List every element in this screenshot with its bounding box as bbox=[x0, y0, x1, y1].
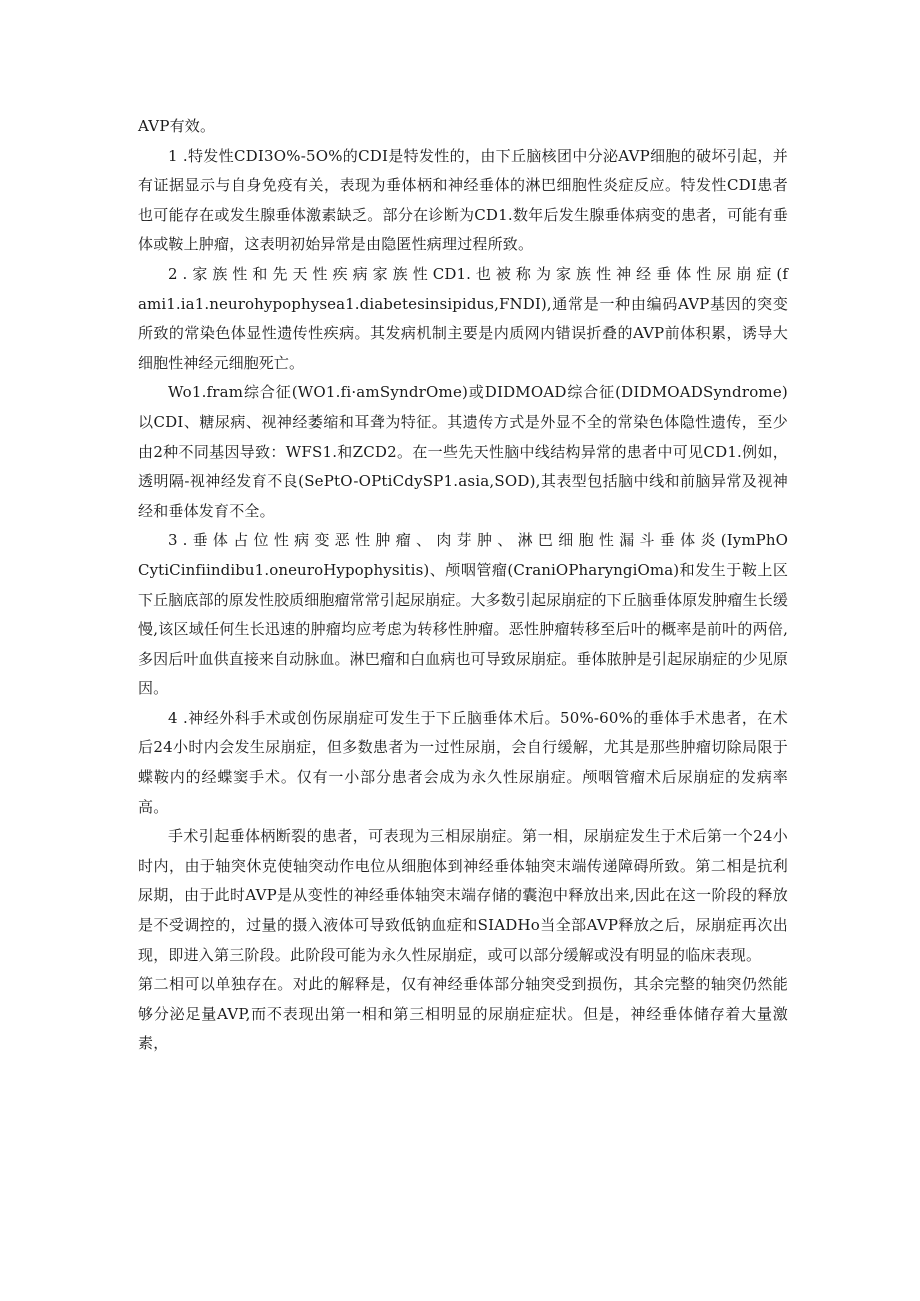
paragraph-wolfram-syndrome: Wo1.fram综合征(WO1.fi·amSyndrOme)或DIDMOAD综合征(DIDMOADSyndrome)以CDI、糖尿病、视神经萎缩和耳聋为特征。其遗传方式是外显不全的常染色体隐性遗传，至少由2种不同基因导致：WFS1.和ZCD2。在一些先天性脑中线结构异常的患者中可见CD1.例如，透明隔-视神经发育不良(SePtO-OPtiCdySP1.asia,SOD),其表型包括脑中线和前脑异常及视神经和垂体发育不全。 bbox=[138, 383, 788, 520]
paragraph-second-phase: 第二相可以单独存在。对此的解释是，仅有神经垂体部分轴突受到损伤，其余完整的轴突仍然能够分泌足量AVP,而不表现出第一相和第三相明显的尿崩症症状。但是，神经垂体储存着大量激素， bbox=[138, 975, 788, 1053]
paragraph-neurosurgery-trauma: 4 .神经外科手术或创伤尿崩症可发生于下丘脑垂体术后。50%-60%的垂体手术患者，在术后24小时内会发生尿崩症，但多数患者为一过性尿崩，会自行缓解，尤其是那些肿瘤切除局限于蝶鞍内的经蝶窦手术。仅有一小部分患者会成为永久性尿崩症。颅咽管瘤术后尿崩症的发病率高。 bbox=[138, 708, 788, 816]
paragraph-pituitary-lesions: 3 . 垂 体 占 位 性 病 变 恶 性 肿 瘤 、 肉 芽 肿 、 淋 巴 细 胞 性 漏 斗 垂 体 炎 (IymPhOCytiCinfiindibu1.oneuroHypophysitis)、颅咽管瘤(CraniOPharyngiOma)和发生于鞍上区下丘脑底部的原发性胶质细胞瘤常常引起尿崩症。大多数引起尿崩症的下丘脑垂体原发肿瘤生长缓慢,该区域任何生长迅速的肿瘤均应考虑为转移性肿瘤。恶性肿瘤转移至后叶的概率是前叶的两倍,多因后叶血供直接来自动脉血。淋巴瘤和白血病也可导致尿崩症。垂体脓肿是引起尿崩症的少见原因。 bbox=[138, 531, 788, 698]
paragraph-familial-congenital: 2 . 家 族 性 和 先 天 性 疾 病 家 族 性 CD1. 也 被 称 为 家 族 性 神 经 垂 体 性 尿 崩 症 (fami1.ia1.neurohypophysea1.diabetesinsipidus,FNDI),通常是一种由编码AVP基因的突变所致的常染色体显性遗传性疾病。其发病机制主要是内质网内错误折叠的AVP前体积累，诱导大细胞性神经元细胞死亡。 bbox=[138, 264, 788, 372]
document-body bbox=[138, 112, 788, 1059]
paragraph-continuation: AVP有效。 bbox=[138, 117, 216, 135]
paragraph-triphasic-di: 手术引起垂体柄断裂的患者，可表现为三相尿崩症。第一相，尿崩症发生于术后第一个24小时内，由于轴突休克使轴突动作电位从细胞体到神经垂体轴突末端传递障碍所致。第二相是抗利尿期，由于此时AVP是从变性的神经垂体轴突末端存储的囊泡中释放出来,因此在这一阶段的释放是不受调控的，过量的摄入液体可导致低钠血症和SIADHo当全部AVP释放之后，尿崩症再次出现，即进入第三阶段。此阶段可能为永久性尿崩症，或可以部分缓解或没有明显的临床表现。 bbox=[138, 827, 788, 964]
paragraph-idiopathic-cdi: 1 .特发性CDI3O%-5O%的CDI是特发性的，由下丘脑核团中分泌AVP细胞的破坏引起，并有证据显示与自身免疫有关，表现为垂体柄和神经垂体的淋巴细胞性炎症反应。特发性CDI患者也可能存在或发生腺垂体激素缺乏。部分在诊断为CD1.数年后发生腺垂体病变的患者，可能有垂体或鞍上肿瘤，这表明初始异常是由隐匿性病理过程所致。 bbox=[138, 146, 788, 254]
